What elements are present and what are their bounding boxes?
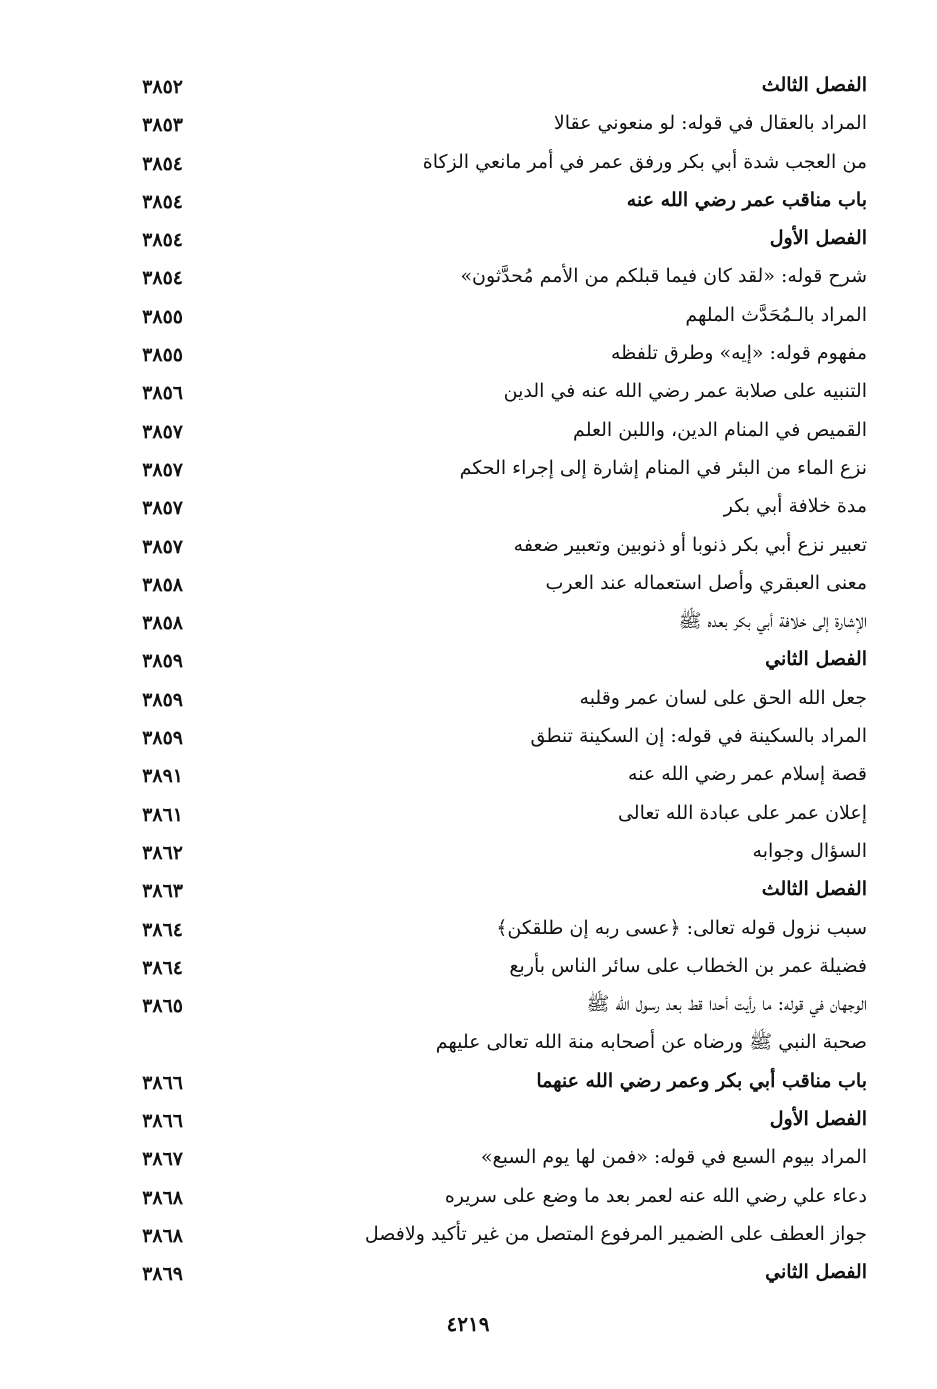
index-entry-title: التنبيه على صلابة عمر رضي الله عنه في الدين: [503, 380, 867, 403]
index-entry-row: [95, 1024, 875, 1062]
index-heading-row: [95, 1254, 875, 1292]
index-entry-row: [95, 833, 875, 871]
index-entry-page-number: ٣٨٥٥: [142, 344, 183, 367]
index-entry-page-number: ٣٨٥٢: [142, 76, 183, 98]
index-entry-row: [95, 565, 875, 603]
index-heading-title: الفصل الثالث: [761, 74, 867, 96]
index-entry-title: إعلان عمر على عبادة الله تعالى: [617, 801, 867, 824]
index-heading-title: الفصل الثاني: [765, 648, 867, 671]
index-entry-page-number: ٣٨٦٣: [142, 880, 183, 903]
index-heading-title: باب مناقب أبي بكر وعمر رضي الله عنهما: [536, 1069, 867, 1092]
index-entry-title: معنى العبقري وأصل استعماله عند العرب: [545, 571, 867, 594]
index-entry-title: فضيلة عمر بن الخطاب على سائر الناس بأربع: [509, 954, 867, 977]
index-heading-title: الفصل الأول: [769, 227, 867, 250]
index-entry-row: [95, 680, 875, 718]
index-heading-row: [95, 1063, 875, 1101]
index-entry-row: [95, 412, 875, 450]
index-entry-row: [95, 450, 875, 488]
index-entry-list: [95, 67, 875, 1293]
index-heading-row: [95, 641, 875, 679]
index-entry-title: المراد بالـمُحَدَّث الملهم: [685, 303, 867, 326]
index-entry-page-number: ٣٨٥٣: [142, 114, 183, 137]
index-entry-page-number: ٣٨٦٧: [142, 1148, 183, 1171]
index-entry-title: المراد بيوم السبع في قوله: «فمن لها يوم السبع»: [480, 1146, 867, 1169]
index-entry-page-number: ٣٨٦٤: [142, 918, 183, 941]
index-entry-page-number: ٣٨٦٩: [142, 1263, 183, 1286]
index-entry-row: [95, 1178, 875, 1216]
index-entry-title: سبب نزول قوله تعالى: ﴿عسى ربه إن طلقكن﴾: [496, 916, 867, 939]
index-heading-row: [95, 182, 875, 220]
index-entry-title: قصة إسلام عمر رضي الله عنه: [628, 763, 867, 786]
index-entry-page-number: ٣٨٥٥: [142, 305, 183, 328]
index-entry-row: [95, 144, 875, 182]
index-entry-title: القميص في المنام الدين، واللبن العلم: [573, 418, 867, 441]
index-entry-page-number: ٣٨٦٤: [142, 956, 183, 979]
index-entry-page-number: ٣٨٥٨: [142, 612, 183, 635]
index-entry-title: صحبة النبي ﷺ ورضاه عن أصحابه منة الله تعالى عليهم: [435, 1031, 867, 1054]
index-entry-page-number: ٣٨٩١: [142, 765, 183, 788]
index-entry-page-number: ٣٨٥٤: [142, 190, 183, 213]
index-entry-title: نزع الماء من البئر في المنام إشارة إلى إجراء الحكم: [459, 456, 867, 479]
index-entry-row: [95, 1139, 875, 1177]
index-entry-row: [95, 105, 875, 143]
index-entry-page-number: ٣٨٥٤: [142, 152, 183, 175]
index-entry-page-number: ٣٨٥٩: [142, 688, 183, 711]
index-entry-title: المراد بالعقال في قوله: لو منعوني عقالا: [553, 112, 867, 135]
index-entry-title: من العجب شدة أبي بكر ورفق عمر في أمر مانعي الزكاة: [422, 150, 867, 173]
index-entry-title: مفهوم قوله: «إيه» وطرق تلفظه: [610, 342, 867, 365]
index-entry-row: [95, 373, 875, 411]
index-entry-row: [95, 718, 875, 756]
index-entry-row: [95, 910, 875, 948]
index-entry-page-number: ٣٨٥٦: [142, 382, 183, 405]
index-heading-title: الفصل الثاني: [765, 1261, 867, 1284]
index-heading-row: [95, 67, 875, 105]
index-entry-title: تعبير نزع أبي بكر ذنوبا أو ذنوبين وتعبير ضعفه: [513, 533, 867, 556]
index-entry-row: [95, 527, 875, 565]
index-entry-page-number: ٣٨٦٦: [142, 1110, 183, 1133]
index-heading-row: [95, 220, 875, 258]
index-entry-page-number: ٣٨٥٧: [142, 458, 183, 481]
index-heading-row: [95, 871, 875, 909]
index-entry-page-number: ٣٨٥٩: [142, 727, 183, 750]
index-entry-page-number: ٣٨٦٥: [142, 995, 183, 1018]
index-entry-row: [95, 795, 875, 833]
index-entry-row: [95, 603, 875, 641]
index-entry-page-number: ٣٨٥٧: [142, 420, 183, 443]
index-entry-title: الوجهان في قوله: ما رأيت أحدا قط بعد رسول الله ﷺ: [586, 993, 867, 1016]
index-entry-title: مدة خلافة أبي بكر: [723, 495, 867, 518]
index-entry-row: [95, 948, 875, 986]
index-heading-title: باب مناقب عمر رضي الله عنه: [626, 188, 867, 211]
index-heading-row: [95, 1101, 875, 1139]
index-entry-page-number: ٣٨٥٤: [142, 267, 183, 290]
index-entry-page-number: ٣٨٦٢: [142, 841, 183, 864]
index-entry-row: [95, 756, 875, 794]
index-entry-page-number: ٣٨٦٦: [142, 1071, 183, 1094]
index-entry-page-number: ٣٨٥٨: [142, 573, 183, 596]
index-entry-title: السؤال وجوابه: [752, 839, 867, 862]
page-number: ٤٢١٩: [446, 1312, 490, 1336]
index-entry-page-number: ٣٨٦١: [142, 803, 183, 826]
index-entry-title: جعل الله الحق على لسان عمر وقلبه: [579, 686, 867, 709]
index-entry-row: [95, 986, 875, 1024]
index-entry-page-number: ٣٨٥٩: [142, 650, 183, 673]
index-entry-row: [95, 1216, 875, 1254]
index-entry-page-number: ٣٨٦٨: [142, 1224, 183, 1247]
index-entry-title: دعاء علي رضي الله عنه لعمر بعد ما وضع على سريره: [444, 1184, 867, 1207]
index-entry-row: [95, 335, 875, 373]
index-entry-title: الإشارة إلى خلافة أبي بكر بعده ﷺ: [678, 610, 867, 633]
index-heading-title: الفصل الأول: [769, 1108, 867, 1131]
index-heading-title: الفصل الثالث: [761, 878, 867, 901]
index-entry-row: [95, 488, 875, 526]
index-entry-row: [95, 258, 875, 296]
index-entry-page-number: ٣٨٥٤: [142, 229, 183, 252]
index-entry-page-number: ٣٨٥٧: [142, 535, 183, 558]
index-entry-title: جواز العطف على الضمير المرفوع المتصل من غير تأكيد ولافصل: [364, 1222, 867, 1245]
index-entry-page-number: ٣٨٦٨: [142, 1186, 183, 1209]
index-entry-page-number: ٣٨٥٧: [142, 497, 183, 520]
index-entry-title: شرح قوله: «لقد كان فيما قبلكم من الأمم مُحدَّثون»: [460, 265, 867, 288]
index-entry-title: المراد بالسكينة في قوله: إن السكينة تنطق: [530, 725, 867, 748]
index-entry-row: [95, 297, 875, 335]
